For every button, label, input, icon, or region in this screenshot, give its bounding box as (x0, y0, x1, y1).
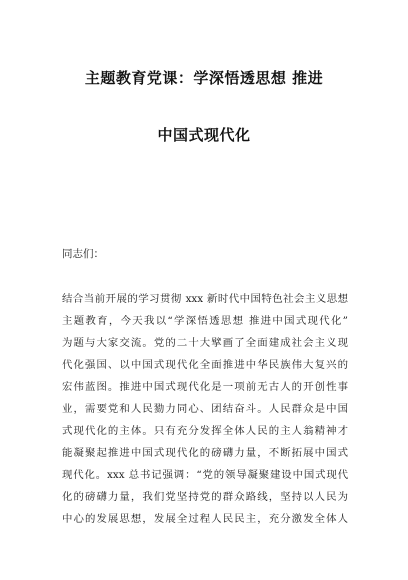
body-line: 主题教育，今天我以“学深悟透思想 推进中国式现代化” (62, 315, 348, 327)
body-line: 能凝聚起推进中国式现代化的磅礴力量，不断拓展中国式 (62, 447, 348, 459)
body-line: 为题与大家交流。党的二十大擘画了全面建成社会主义现 (62, 337, 348, 349)
document-title-line-2: 中国式现代化 (157, 126, 251, 144)
body-line: 式现代化的主体。只有充分发挥全体人民的主人翁精神才 (62, 425, 348, 437)
body-line: 结合当前开展的学习贯彻 xxx 新时代中国特色社会主义思想 (62, 293, 348, 305)
body-line: 业，需要党和人民勠力同心、团结奋斗。人民群众是中国 (62, 403, 348, 415)
document-title-line-1: 主题教育党课：学深悟透思想 推进 (84, 69, 324, 87)
body-line: 宏伟蓝图。推进中国式现代化是一项前无古人的开创性事 (62, 381, 348, 393)
body-line: 现代化。xxx 总书记强调：“党的领导凝聚建设中国式现代 (62, 469, 348, 481)
body-line: 化的磅礴力量，我们党坚持党的群众路线，坚持以人民为 (62, 491, 348, 503)
body-line: 中心的发展思想，发展全过程人民民主，充分激发全体人 (62, 513, 348, 525)
body-line: 代化强国、以中国式现代化全面推进中华民族伟大复兴的 (62, 359, 348, 371)
greeting: 同志们： (62, 248, 104, 260)
